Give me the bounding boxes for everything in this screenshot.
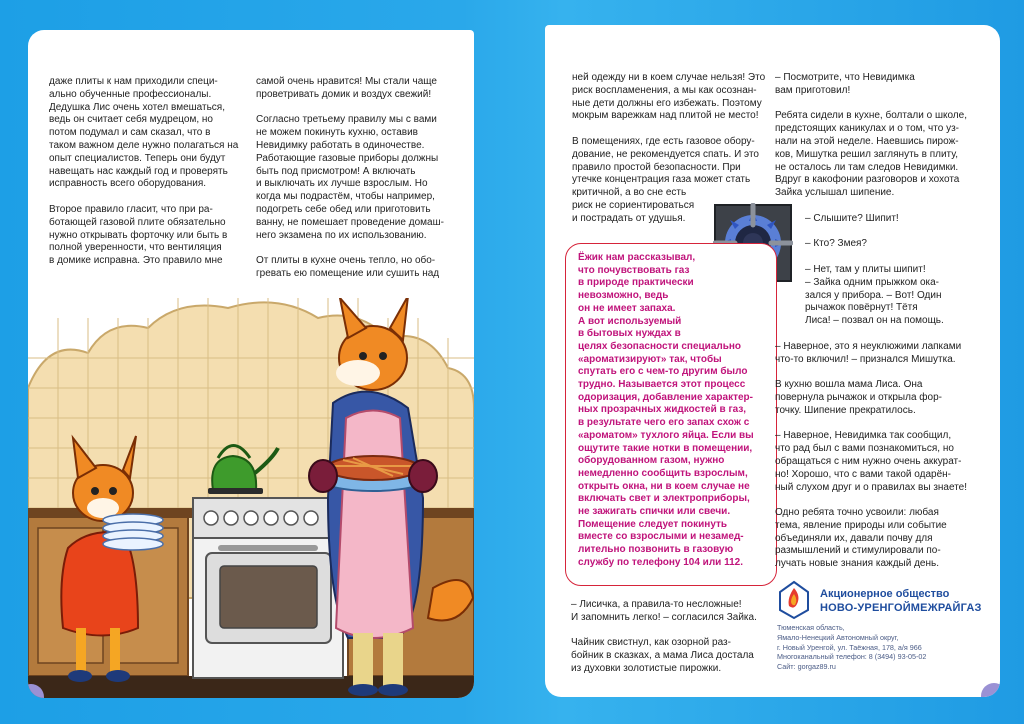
left-page-column-2	[256, 76, 464, 294]
left-page	[28, 30, 474, 698]
left-page-column-1	[49, 76, 253, 281]
paragraph: Согласно третьему правилу мы с вами не можем покинуть кухню, оставив Невидимку работать в одиночестве. Работающие газовые приборы должны быть под присмотром! А включать и выключать их лучше взрослым. Но когда мы подрастём, чтобы например, подогреть себе обед или приготовить ванну, не помешает проведение домаш- него экзамена по их использованию.	[256, 114, 444, 241]
floor	[28, 676, 474, 698]
paragraph: самой очень нравится! Мы стали чаще проветривать домик и воздух свежий!	[256, 76, 437, 100]
paragraph: – Посмотрите, что Невидимка вам приготовил!	[775, 72, 915, 96]
paragraph: – Наверное, это я неуклюжими лапками что-то включил! – признался Мишутка.	[775, 340, 962, 365]
paragraph: – Слышите? Шипит!	[805, 212, 899, 224]
paragraph: Одно ребята точно усвоили: любая тема, явление природы или событие объединяли их, давали почву для размышлений и стимулировали по- лучать новые знания каждый день.	[775, 507, 947, 570]
right-page-column-1-bottom	[571, 599, 779, 689]
paragraph: В кухню вошла мама Лиса. Она повернула рычажок и открыла фор- точку. Шипение прекратилось.	[775, 379, 942, 416]
paragraph: – Кто? Змея?	[805, 238, 867, 250]
company-name: НОВО-УРЕНГОЙМЕЖРАЙГАЗ	[820, 602, 982, 614]
paragraph: Второе правило гласит, что при ра- ботающей газовой плите обязательно нужно открывать форточку или быть в полной уверенности, что вентиляция в домике исправна. Это правило мне	[49, 203, 228, 267]
company-type: Акционерное общество	[820, 588, 950, 600]
paragraph: – Наверное, Невидимка так сообщил, что рад был с вами познакомиться, но обращаться с ним нужно очень аккурат- но! Хорошо, что с вами такой одарён- ный слухом друг и о правилах вы знаете!	[775, 430, 968, 493]
paragraph: Чайник свистнул, как озорной раз- бойник в сказках, а мама Лиса достала из духовки золотистые пирожки.	[571, 637, 754, 674]
paragraph: – Лисичка, а правила-то несложные! И запомнить легко! – согласился Зайка.	[571, 599, 757, 623]
kitchen-illustration	[28, 298, 474, 698]
paragraph: даже плиты к нам приходили специ- ально обученные профессионалы. Дедушка Лис очень хотел вмешаться, ведь он считает себя мудрецом, но потом подумал и сам сказал, что в таком важном деле нужно полагаться на опыт специалистов. Теперь они будут навещать нас каждый год и проверять исправность всего оборудования.	[49, 76, 239, 190]
page-marker	[981, 683, 1000, 697]
company-logo-icon	[777, 580, 811, 620]
paragraph: ней одежду ни в коем случае нельзя! Это риск воспламенения, а мы как осознан- ные дети должны его избежать. Поэтому мокрым варежкам над плитой не место!	[572, 72, 766, 122]
paragraph: В помещениях, где есть газовое обору- дование, не рекомендуется спать. И это правило простой безопасности. При утечке концентрация газа может стать критичной, а во сне есть риск не сориентироваться и пострадать от удушья.	[572, 135, 759, 224]
right-page-column-2	[775, 72, 993, 584]
company-contact: Тюменская область, Ямало-Ненецкий Автономный округ, г. Новый Уренгой, ул. Таёжная, 178, а/я 966 Многоканальный телефон: 8 (3494) 93-05-02 Сайт: gorgaz89.ru	[777, 623, 927, 672]
right-page	[545, 25, 1000, 697]
infobox-text: Ёжик нам рассказывал, что почувствовать газ в природе практически невозможно, ведь он не имеет запаха. А вот используемый в бытовых нуждах в целях безопасности специально «ароматизируют» так, чтобы спутать его с чем-то другим было трудно. Называется этот процесс одоризация, добавление характер- ных прозрачных жидкостей в газ, в результате чего его запах схож с «ароматом» тухлого яйца. Если вы ощутите такие нотки в помещении, оборудованном газом, нужно немедленно сообщить взрослым, открыть окна, ни в коем случае не включать свет и электроприборы, не зажигать спички или свечи. Помещение следует покинуть вместе со взрослыми и незамед- лительно позвонить в газовую службу по телефону 104 или 112.	[578, 252, 754, 568]
paragraph: – Нет, там у плиты шипит! – Зайка одним прыжком ока- зался у прибора. – Вот! Один рычажок повёрнут! Тётя Лиса! – позвал он на помощь.	[805, 263, 944, 327]
paragraph: От плиты в кухне очень тепло, но обо- гревать ею помещение или сушить над	[256, 255, 440, 279]
paragraph: Ребята сидели в кухне, болтали о школе, предстоящих каникулах и о том, что уз- нали на этой неделе. Наевшись пирож- ков, Мишутка решил заглянуть в плиту, не осталось ли там следов Невидимки. Вдруг в какофонии разговоров и хохота Зайка услышал шипение.	[775, 110, 967, 199]
